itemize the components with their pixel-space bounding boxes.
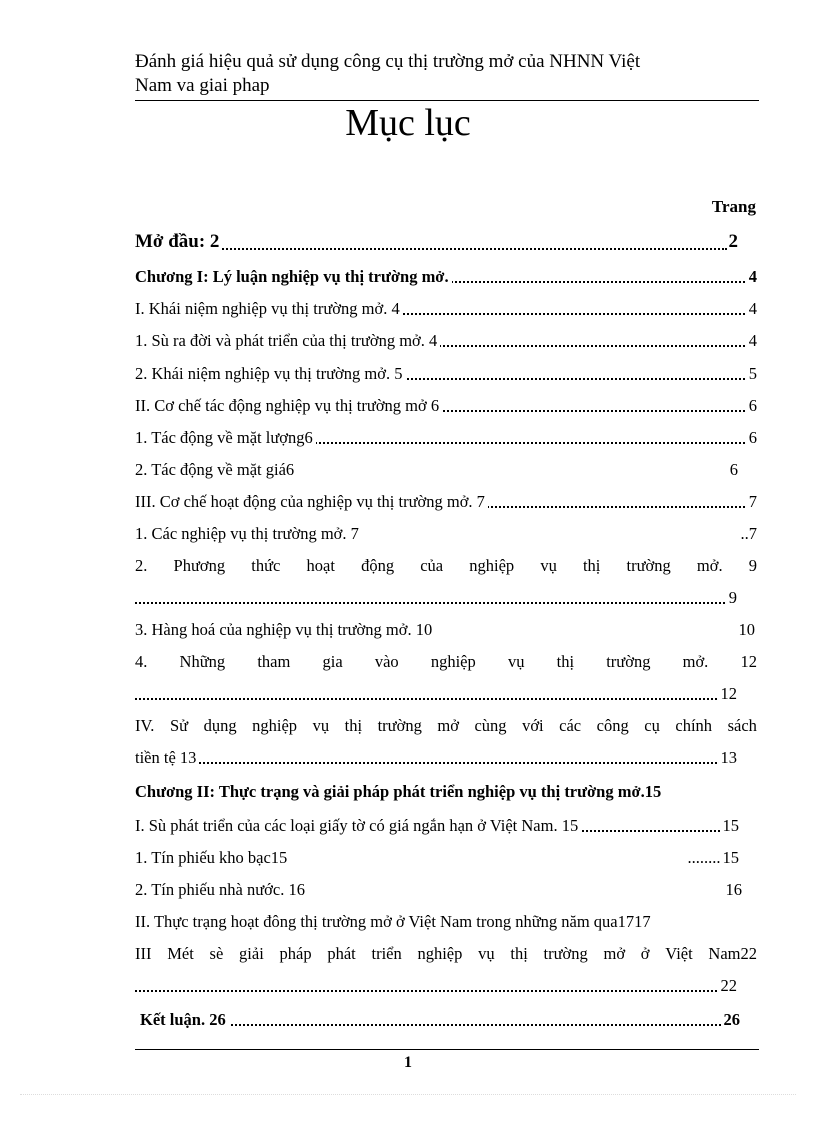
toc-entry[interactable]: II. Cơ chế tác động nghiệp vụ thị trường mở 6 6	[135, 396, 757, 415]
toc-entry-continuation[interactable]: 9	[135, 587, 737, 609]
toc-entry[interactable]: 1. Sù ra đời và phát triển của thị trường mở. 4 4	[135, 331, 757, 350]
toc-entry-wrapped-line[interactable]: 2. Phương thức hoạt động của nghiệp vụ thị trường mở. 9	[135, 556, 757, 575]
toc-entry-continuation[interactable]: 12	[135, 683, 737, 705]
toc-entry[interactable]: 3. Hàng hoá của nghiệp vụ thị trường mở. 10 10	[135, 620, 755, 639]
toc-entry[interactable]: 1. Các nghiệp vụ thị trường mở. 7 ..7	[135, 524, 757, 543]
toc-entry[interactable]: 2. Tín phiếu nhà nước. 16 16	[135, 880, 742, 899]
toc-entry-intro[interactable]: Mở đầu: 2 2	[135, 229, 757, 255]
toc-entry[interactable]: 2. Tác động về mặt giá6 6	[135, 459, 757, 481]
page-title: Mục lục	[345, 102, 471, 144]
toc-entry[interactable]: I. Khái niệm nghiệp vụ thị trường mở. 4 4	[135, 299, 757, 318]
toc-entry[interactable]: I. Sù phát triển của các loại giấy tờ có giá ngắn hạn ở Việt Nam. 15 15	[135, 816, 739, 835]
toc-entry-continuation[interactable]: tiền tệ 13 13	[135, 748, 737, 767]
footer-divider	[135, 1049, 759, 1050]
page-boundary	[20, 1094, 796, 1095]
running-header	[135, 50, 759, 101]
toc-entry-wrapped-line[interactable]: IV. Sử dụng nghiệp vụ thị trường mở cùng với các công cụ chính sách	[135, 716, 757, 735]
header-line-1: Đánh giá hiệu quả sử dụng công cụ thị trường mở của NHNN Việt	[135, 51, 641, 72]
page-number: 1	[404, 1054, 412, 1071]
toc-entry[interactable]: III. Cơ chế hoạt động của nghiệp vụ thị trường mở. 7 7	[135, 492, 757, 511]
toc-entry[interactable]: 1. Tín phiếu kho bạc15 15 ........	[135, 848, 739, 867]
toc-entry[interactable]: II. Thực trạng hoạt đông thị trường mở ở Việt Nam trong những năm qua17 17	[135, 912, 651, 931]
header-line-2: Nam va giai phap	[135, 75, 270, 96]
toc-entry-continuation[interactable]: 22	[135, 975, 737, 997]
toc-entry-wrapped-line[interactable]: 4. Những tham gia vào nghiệp vụ thị trường mở. 12	[135, 652, 757, 671]
toc-entry-chapter-1[interactable]: Chương I: Lý luận nghiệp vụ thị trường mở. 4	[135, 267, 757, 286]
toc-entry-conclusion[interactable]: Kết luận. 26 26	[140, 1010, 740, 1029]
toc-entry[interactable]: 2. Khái niệm nghiệp vụ thị trường mở. 5 5	[135, 364, 757, 383]
page-column-label: Trang	[711, 197, 756, 216]
toc-entry[interactable]: 1. Tác động về mặt lượng6 6	[135, 428, 757, 447]
toc-entry-chapter-2[interactable]: Chương II: Thực trạng và giải pháp phát triển nghiệp vụ thị trường mở. 15	[135, 782, 662, 801]
toc-entry-wrapped-line[interactable]: III Mét sè giải pháp phát triển nghiệp vụ thị trường mở ở Việt Nam22	[135, 944, 757, 963]
